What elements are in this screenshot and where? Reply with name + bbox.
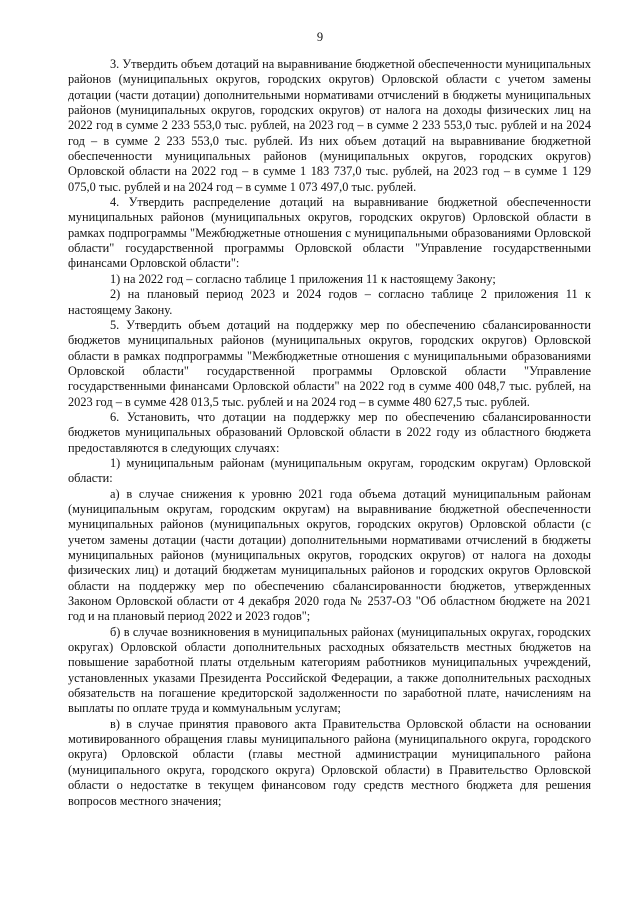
paragraph-3-dotation-volume: 3. Утвердить объем дотаций на выравнивание бюджетной обеспеченности муниципальных районов (муниципальных округов, городских округов) Орловской области с учетом замены дотации (части дотации) дополнительными нормативами отчислений в бюджеты муниципальных районов (муниципальных округов, городских округов) от налога на доходы физических лиц на 2022 год в сумме 2 233 553,0 тыс. рублей, на 2023 год – в сумме 2 233 553,0 тыс. рублей и на 2024 год – в сумме 2 233 553,0 тыс. рублей. Из них объем дотаций на выравнивание бюджетной обеспеченности муниципальных районов (муниципальных округов, городских округов) Орловской области на 2022 год – в сумме 1 183 737,0 тыс. рублей, на 2023 год – в сумме 1 129 075,0 тыс. рублей и на 2024 год – в сумме 1 073 497,0 тыс. рублей. <box>68 57 591 194</box>
paragraph-6-subitem-b: б) в случае возникновения в муниципальных районах (муниципальных округах, городских округах) Орловской области дополнительных расходных обязательств местных бюджетов на повышение заработной платы отдельным категориям работников муниципальных учреждений, установленных указами Президента Российской Федерации, а также дополнительных расходных обязательств на погашение кредиторской задолженности по заработной плате, начислениям на выплаты по оплате труда и коммунальным услугам; <box>68 624 591 716</box>
document-body <box>68 57 591 809</box>
paragraph-4-item-1: 1) на 2022 год – согласно таблице 1 приложения 11 к настоящему Закону; <box>110 271 496 286</box>
page-number: 9 <box>316 30 324 44</box>
paragraph-6-item-1: 1) муниципальным районам (муниципальным округам, городским округам) Орловской области: <box>68 455 591 486</box>
paragraph-4-item-2: 2) на плановый период 2023 и 2024 годов – согласно таблице 2 приложения 11 к настоящему Закону. <box>68 287 591 317</box>
paragraph-5-balance-support-volume: 5. Утвердить объем дотаций на поддержку мер по обеспечению сбалансированности бюджетов муниципальных районов (муниципальных округов, городских округов) Орловской области в рамках подпрограммы "Межбюджетные отношения с муниципальными образованиями Орловской области" государственной программы Орловской области "Управление государственными финансами Орловской области" на 2022 год в сумме 400 048,7 тыс. рублей, на 2023 год – в сумме 428 013,5 тыс. рублей и на 2024 год – в сумме 480 627,5 тыс. рублей. <box>68 317 591 409</box>
paragraph-4-dotation-distribution: 4. Утвердить распределение дотаций на выравнивание бюджетной обеспеченности муниципальных районов (муниципальных округов, городских округов) Орловской области в рамках подпрограммы "Межбюджетные отношения с муниципальными образованиями Орловской области" государственной программы Орловской области "Управление государственными финансами Орловской области": <box>68 195 591 271</box>
paragraph-6-subitem-a: а) в случае снижения к уровню 2021 года объема дотаций муниципальным районам (муниципальным округам, городским округам) на выравнивание бюджетной обеспеченности муниципальных районов (муниципальных округов, городских округов) Орловской области (с учетом замены дотации (части дотации) дополнительными нормативами отчислений в бюджеты муниципальных районов (муниципальных округов, городских округов) от налога на доходы физических лиц) и дотаций бюджетам муниципальных районов и городских округов Орловской области на поддержку мер по обеспечению сбалансированности бюджетов, утвержденных Законом Орловской области от 4 декабря 2020 года № 2537-ОЗ "Об областном бюджете на 2021 год и на плановый период 2022 и 2023 годов"; <box>68 486 591 624</box>
paragraph-6-subitem-v: в) в случае принятия правового акта Правительства Орловской области на основании мотивированного обращения главы муниципального района (муниципального округа, городского округа) Орловской области (главы местной администрации муниципального района (муниципального округа, городского округа) Орловской области) в Правительство Орловской области о недостатке в текущем финансовом году средств местного бюджета для решения вопросов местного значения; <box>68 716 591 808</box>
paragraph-6-conditions: 6. Установить, что дотации на поддержку мер по обеспечению сбалансированности бюджетов муниципальных образований Орловской области в 2022 году из областного бюджета предоставляются в следующих случаях: <box>68 409 591 455</box>
